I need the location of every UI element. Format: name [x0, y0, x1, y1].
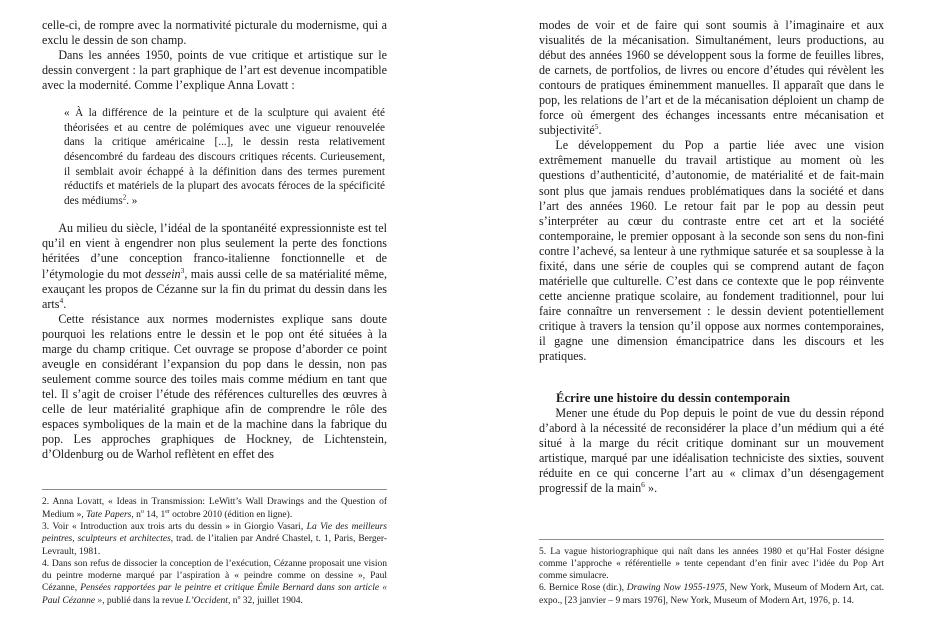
paragraph-segment: Au milieu du siècle, l’idéal de la spontanéité expressionniste est tel qu’il en vient à engendrer non plus seulement la perte des fonctions héritées d’une conception franco-italienne fonctionnelle et de l’étymologie du mot [42, 221, 387, 281]
footnote-5 [539, 546, 884, 583]
footnote-superscript: o [237, 594, 241, 601]
footnote-text: 32, juillet 1904. [240, 595, 303, 606]
footnote-ref-4: 4 [59, 295, 64, 305]
footnote-italic-title: Tate Papers [86, 509, 132, 520]
heading-spacer [539, 364, 884, 390]
left-column-footnotes [42, 489, 387, 613]
footnote-italic-title: La Vie des meilleurs peintres, sculpteurs et architectes [42, 521, 387, 545]
paragraph-segment: . [598, 123, 602, 138]
paragraph: Dans les années 1950, points de vue critique et artistique sur le dessin convergent : la part graphique de l’art est devenue incompatible avec la modernité. Comme l’explique Anna Lovatt : [42, 48, 387, 93]
paragraph [539, 406, 884, 496]
footnote-ref-2: 2 [122, 193, 127, 202]
left-column-body [42, 18, 387, 462]
paragraph [42, 221, 387, 311]
footnote-3 [42, 521, 387, 558]
paragraph: Le développement du Pop a partie liée avec une vision extrêmement manuelle du travail artistique au moment où les questions d’authenticité, d’autonomie, de matérialité et de fait-main sont plus que jamais rendues problématiques dans la société et dans l’art des années 1960. Le retour fait par le pop au dessin peut s’interpréter au cœur du contraste entre cet art et la société contemporaine, le premier opposant à la seconde son sens du non-fini contre l’achevé, sa lenteur à une rythmique saturée et sa souplesse à la fixité, dans une série de couples qui se comprend autant de façon matérielle que culturelle. C’est dans ce contexte que le pop réinvente cette ancienne pratique scolaire, au fondement traditionnel, pour lui faire connaître un renversement : le dessin devient potentiellement critique à travers la tension qu’il oppose aux normes contemporaines, il gagne une dimension émancipatrice dans les discours et les pratiques. [539, 138, 884, 364]
paragraph-segment: , mais aussi celle de sa matérialité même, exauçant les propos de Cézanne sur la fin du primat du dessin dans les arts [42, 266, 388, 311]
paragraph-segment: Mener une étude du Pop depuis le point de vue du dessin répond d’abord à la nécessité de reconsidérer la place d’un médium qui a été situé à la marge du récit critique dominant sur un mouvement artistique, marqué par une idéalisation techniciste des sixties, souvent réduite en ce qui concerne l’art au « climax d’un désengagement progressif de la main [539, 406, 884, 496]
footnote-italic-title: Pensées rapportées par le peintre et critique Émile Bernard dans son article « Paul Cézanne » [42, 583, 388, 606]
footnote-separator-rule [539, 539, 884, 540]
footnote-text: 4. Dans son refus de dissocier la conception de l’exécution, Cézanne proposait une vision du peintre moderne marqué par l’aspiration à « peindre comme on dessine », Paul Cézanne, [42, 558, 387, 594]
paragraph-segment: ». [644, 481, 658, 496]
footnote-text: 5. La vague historiographique qui naît dans les années 1980 et qu’Hal Foster désigne comme l’approche « référentielle » tente cependant d’en finir avec l’idée du Pop Art comme simulacre. [539, 546, 884, 582]
right-column [539, 18, 884, 613]
right-column-body [539, 18, 884, 496]
paragraph: Cette résistance aux normes modernistes explique sans doute pourquoi les relations entre le dessin et le pop ont été situées à la marge du champ critique. Cet ouvrage se propose d’aborder ce point aveugle en considérant l’expansion du pop dans le dessin, non pas seulement comme source des toiles mais comme médium en tant que tel. Il s’agit de croiser l’étude des références culturelles des œuvres à celle de leur matérialité graphique afin de comprendre le rôle des espaces symboliques de la main et de la machine dans la fabrique du pop. Les approches graphiques de Hockney, de Lichtenstein, d’Oldenburg ou de Warhol reflètent en effet des [42, 311, 387, 462]
footnote-text: 14, 1 [143, 509, 166, 520]
footnote-ref-6: 6 [641, 480, 645, 490]
footnote-4 [42, 558, 387, 607]
paragraph-continued: celle-ci, de rompre avec la normativité picturale du modernisme, qui a exclu le dessin de son champ. [42, 18, 387, 48]
footnote-italic-title: Drawing Now 1955-1975 [626, 583, 725, 594]
blockquote-text: « À la différence de la peinture et de la sculpture qui avaient été théorisées et au centre de polémiques avec une vigueur renouvelée dans la critique américaine [...], le dessin resta relativement désencombré du fardeau des discours critiques récents. Curieusement, il semblait avoir échappé à la définition dans des termes purement réductifs et matériels de la plupart des avocats féroces de la spécificité des médiums [64, 107, 385, 207]
footnote-6 [539, 582, 884, 607]
footnote-text: , n [131, 509, 141, 520]
right-column-footnotes [539, 539, 884, 613]
footnote-text: 6. Bernice Rose (dir.), [539, 583, 627, 594]
footnote-text: , n [227, 595, 238, 606]
footnote-ref-3: 3 [180, 265, 185, 275]
footnote-superscript: o [140, 508, 144, 515]
blockquote-close: . » [126, 194, 138, 207]
footnote-list [42, 496, 387, 607]
footnote-2 [42, 496, 387, 521]
paragraph-continued [539, 18, 884, 138]
section-heading: Écrire une histoire du dessin contemporain [556, 391, 791, 406]
footnote-italic-title: L’Occident [185, 595, 228, 606]
footnote-ref-5: 5 [594, 122, 599, 132]
paragraph-segment: . [63, 296, 67, 311]
blockquote [42, 106, 387, 208]
footnote-text: , publié dans la revue [102, 595, 186, 606]
italic-term: dessein [145, 266, 181, 281]
footnote-superscript: er [165, 508, 170, 515]
paragraph-segment: modes de voir et de faire qui sont soumis à l’imaginaire et aux visualités de la mécanisation. Simultanément, leurs productions, au début des années 1960 se développent sous la forme de feuilles libres, de carnets, de portfolios, de livres ou encore d’études qui révèlent les contours de pratiques éminemment manuelles. Il apparaît que dans le pop, les relations de l’art et de la mécanisation déploient un champ de force où émergent des échanges incessants entre mécanisation et subjectivité [539, 18, 884, 138]
footnote-text: 3. Voir « Introduction aux trois arts du dessin » in Giorgio Vasari, [42, 521, 307, 532]
footnote-separator-rule [42, 489, 387, 490]
footnote-text: 2. Anna Lovatt, « Ideas in Transmission: LeWitt’s Wall Drawings and the Question of Medium », [42, 497, 387, 520]
footnote-text: , New York, Museum of Modern Art, cat. expo., [23 janvier – 9 mars 1976], New York, Museum of Modern Art, 1976, p. 14. [539, 583, 884, 606]
footnote-list [539, 546, 884, 607]
footnote-text: , trad. de l’italien par André Chastel, t. 1, Paris, Berger-Levrault, 1981. [42, 534, 387, 557]
left-column [42, 18, 387, 613]
footnote-text: octobre 2010 (édition en ligne). [169, 509, 293, 520]
